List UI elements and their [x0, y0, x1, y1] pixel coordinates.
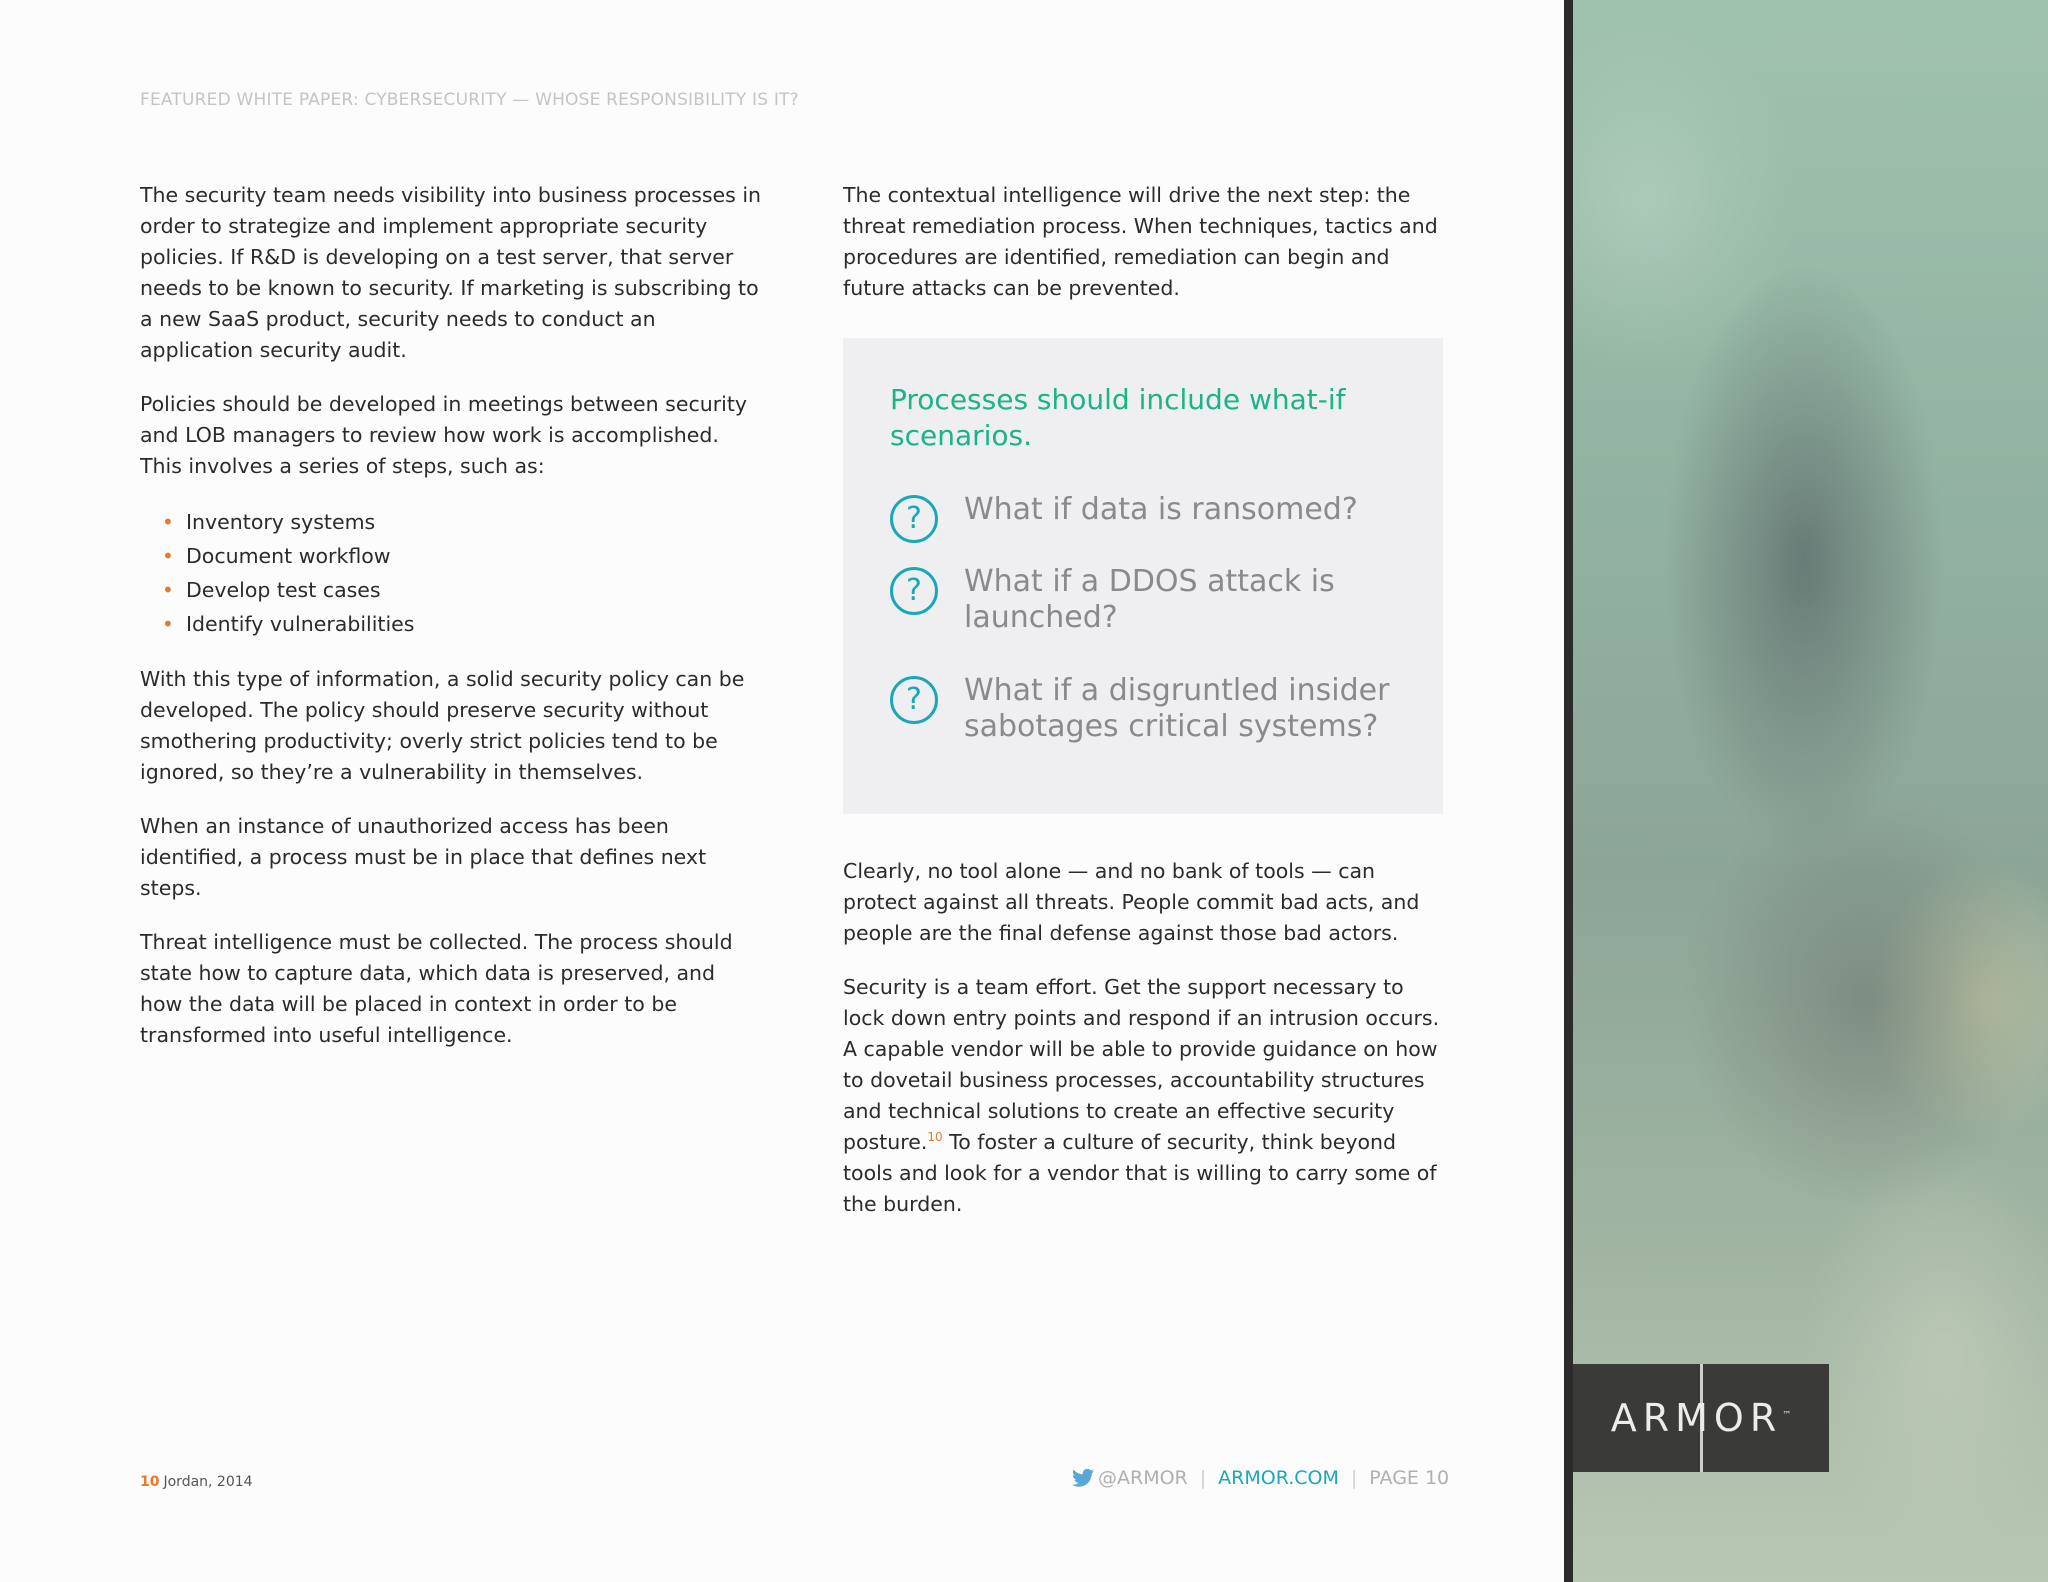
list-item: • Inventory systems: [162, 505, 762, 539]
page-header: FEATURED WHITE PAPER: CYBERSECURITY — WHOSE RESPONSIBILITY IS IT?: [140, 90, 799, 110]
callout-title: Processes should include what-if scenarios.: [890, 383, 1346, 452]
footnote-reference[interactable]: 10: [927, 1130, 943, 1145]
decorative-sky-sidebar: [1564, 0, 2048, 1582]
sidebar-divider: [1564, 0, 1573, 1582]
paragraph: Clearly, no tool alone — and no bank of tools — can protect against all threats. People commit bad acts, and people are the final defense against those bad actors.: [843, 859, 1420, 945]
page-number: PAGE 10: [1369, 1467, 1450, 1489]
right-column: [843, 180, 1443, 327]
website-link[interactable]: ARMOR.COM: [1218, 1467, 1339, 1489]
paragraph: With this type of information, a solid security policy can be developed. The policy should preserve security without smothering productivity; overly strict policies tend to be ignored, so they’re a vulnerability in themselves.: [140, 667, 745, 784]
paragraph: The contextual intelligence will drive the next step: the threat remediation process. When techniques, tactics and procedures are identified, remediation can begin and future attacks can be prevented.: [843, 183, 1438, 300]
question-mark-icon: ?: [890, 495, 938, 543]
steps-list: [162, 505, 762, 641]
what-if-callout: [843, 338, 1443, 814]
footnote-number: 10: [140, 1474, 160, 1490]
list-item: • Develop test cases: [162, 573, 762, 607]
question-mark-icon: ?: [890, 567, 938, 615]
footnote: [140, 1474, 253, 1490]
paragraph: [843, 972, 1443, 1220]
page-footer: [1072, 1467, 1449, 1489]
armor-logo: [1573, 1364, 1829, 1472]
list-item: • Identify vulnerabilities: [162, 607, 762, 641]
question-text: What if a DDOS attack is launched?: [964, 564, 1335, 635]
footer-separator: |: [1199, 1467, 1207, 1489]
left-column: [140, 180, 762, 1074]
paragraph: When an instance of unauthorized access has been identified, a process must be in place that defines next steps.: [140, 814, 707, 900]
twitter-bird-icon: [1072, 1468, 1094, 1488]
right-column-lower: [843, 856, 1443, 1243]
list-item: • Document workflow: [162, 539, 762, 573]
twitter-handle-link[interactable]: @ARMOR: [1098, 1467, 1188, 1489]
paragraph-text: Security is a team effort. Get the support necessary to lock down entry points and respond if an intrusion occurs. A capable vendor will be able to provide guidance on how to dovetail business processes, accountability structures and technical solutions to create an effective security posture.: [843, 975, 1440, 1154]
question-text: What if data is ransomed?: [964, 492, 1358, 527]
logo-wordmark: ARMOR™: [1610, 1396, 1792, 1440]
paragraph-text: To foster a culture of security, think beyond tools and look for a vendor that is willing to carry some of the burden.: [843, 1130, 1437, 1216]
question-mark-icon: ?: [890, 676, 938, 724]
paragraph: Threat intelligence must be collected. The process should state how to capture data, which data is preserved, and how the data will be placed in context in order to be transformed into useful intelligence.: [140, 930, 733, 1047]
paragraph: The security team needs visibility into business processes in order to strategize and implement appropriate security policies. If R&D is developing on a test server, that server needs to be known to security. If marketing is subscribing to a new SaaS product, security needs to conduct an application security audit.: [140, 183, 762, 362]
paragraph: Policies should be developed in meetings between security and LOB managers to review how work is accomplished. This involves a series of steps, such as:: [140, 392, 748, 478]
question-text: What if a disgruntled insider sabotages critical systems?: [964, 673, 1390, 744]
footer-separator: |: [1350, 1467, 1358, 1489]
footnote-text: Jordan, 2014: [163, 1474, 253, 1490]
